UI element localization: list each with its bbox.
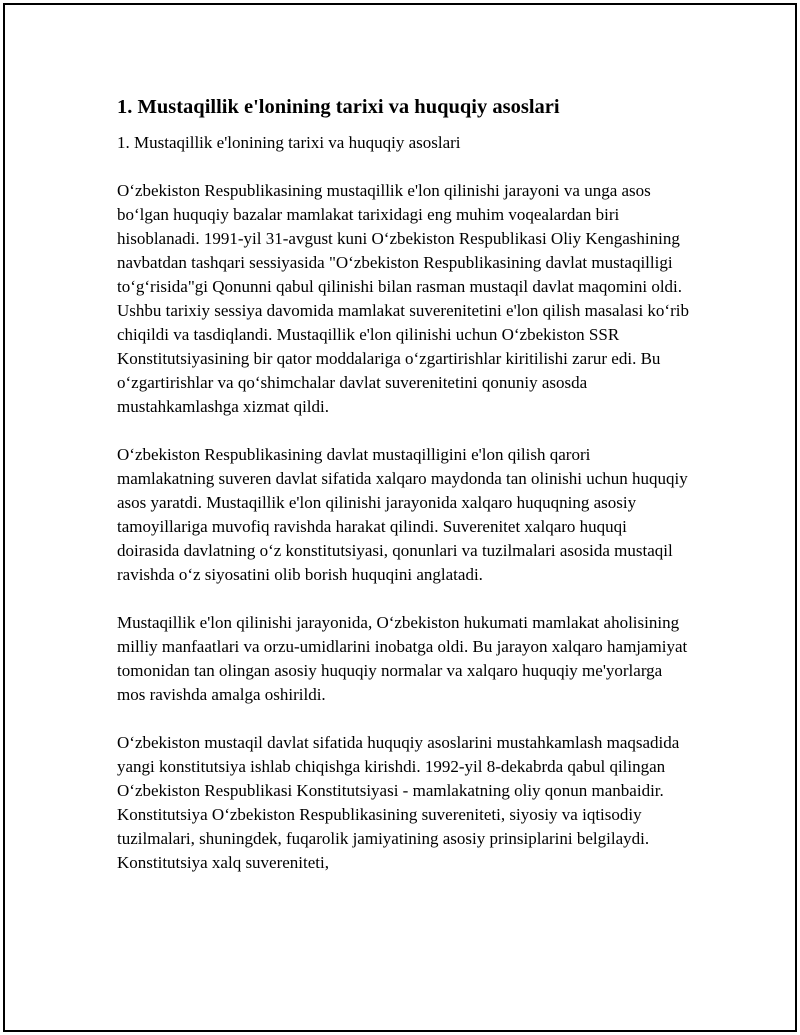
paragraph-1: O‘zbekiston Respublikasining mustaqillik e'lon qilinishi jarayoni va unga asos bo‘lgan huquqiy bazalar mamlakat tarixidagi eng muhim voqealardan biri hisoblanadi. 1991-yil 31-avgust kuni O‘zbekiston Respublikasi Oliy Kengashining navbatdan tashqari sessiyasida "O‘zbekiston Respublikasining davlat mustaqilligi to‘g‘risida"gi Qonunni qabul qilinishi bilan rasman mustaqil davlat maqomini oldi. Ushbu tarixiy sessiya davomida mamlakat suverenitetini e'lon qilish masalasi ko‘rib chiqildi va tasdiqlandi. Mustaqillik e'lon qilinishi uchun O‘zbekiston SSR Konstitutsiyasining bir qator moddalariga o‘zgartirishlar kiritilishi zarur edi. Bu o‘zgartirishlar va qo‘shimchalar davlat suverenitetini qonuniy asosda mustahkamlashga xizmat qildi.	[117, 181, 689, 416]
document-subtitle: 1. Mustaqillik e'lonining tarixi va huquqiy asoslari	[117, 133, 461, 152]
document-title: 1. Mustaqillik e'lonining tarixi va huquqiy asoslari	[117, 96, 560, 118]
document-body	[117, 94, 689, 899]
paragraph-4: O‘zbekiston mustaqil davlat sifatida huquqiy asoslarini mustahkamlash maqsadida yangi konstitutsiya ishlab chiqishga kirishdi. 1992-yil 8-dekabrda qabul qilingan O‘zbekiston Respublikasi Konstitutsiyasi - mamlakatning oliy qonun manbaidir. Konstitutsiya O‘zbekiston Respublikasining suvereniteti, siyosiy va iqtisodiy tuzilmalari, shuningdek, fuqarolik jamiyatining asosiy prinsiplarini belgilaydi. Konstitutsiya xalq suvereniteti,	[117, 733, 680, 872]
paragraph-3: Mustaqillik e'lon qilinishi jarayonida, O‘zbekiston hukumati mamlakat aholisining milliy manfaatlari va orzu-umidlarini inobatga oldi. Bu jarayon xalqaro hamjamiyat tomonidan tan olingan asosiy huquqiy normalar va xalqaro huquqiy me'yorlarga mos ravishda amalga oshirildi.	[117, 613, 688, 704]
paragraph-2: O‘zbekiston Respublikasining davlat mustaqilligini e'lon qilish qarori mamlakatning suveren davlat sifatida xalqaro maydonda tan olinishi uchun huquqiy asos yaratdi. Mustaqillik e'lon qilinishi jarayonida xalqaro huquqning asosiy tamoyillariga muvofiq ravishda harakat qilindi. Suverenitet xalqaro huquqi doirasida davlatning o‘z konstitutsiyasi, qonunlari va tuzilmalari asosida mustaqil ravishda o‘z siyosatini olib borish huquqini anglatadi.	[117, 445, 688, 584]
